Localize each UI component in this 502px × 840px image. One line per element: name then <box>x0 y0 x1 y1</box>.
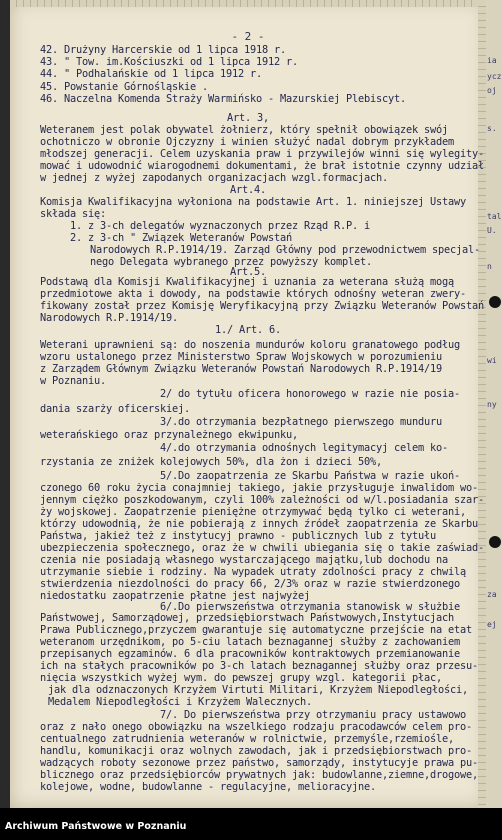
text-line: wzoru ustalonego przez Ministerstwo Spraw Wojskowych w porozumieniu <box>40 351 442 363</box>
text-line: 46. Naczelna Komenda Straży Warmińsko - Mazurskiej Plebiscyt. <box>40 93 406 105</box>
text-line: przedmiotowe akta i dowody, na podstawie których odnośny weteran zwery- <box>40 288 466 300</box>
text-line: 42. Drużyny Harcerskie od 1 lipca 1918 r. <box>40 44 286 56</box>
text-line: młodszej generacji. Celem uzyskania praw i przywilejów winni się wylegity- <box>40 148 484 160</box>
archive-label: Archiwum Państwowe w Poznaniu <box>5 821 187 832</box>
text-line: handlu, komunikacji oraz wolnych zawodach, jak i przedsiębiorstwach pro- <box>40 745 472 757</box>
text-line: dania szarży oficerskiej. <box>40 403 190 415</box>
neighbor-fragment: wi <box>487 356 497 365</box>
text-line: 43. " Tow. im.Kościuszki od 1 lipca 1912 r. <box>40 56 298 68</box>
text-line: utrzymanie siebie i rodziny. Na wypadek utraty zdolności pracy z chwilą <box>40 566 466 578</box>
text-line: 7/. Do pierwszeństwa przy otrzymaniu pracy ustawowo <box>160 709 466 721</box>
text-line: w jednej z wyżej zapodanych organizacjach wzgl.formacjach. <box>40 172 388 184</box>
text-line: Art. 3, <box>227 112 269 124</box>
text-line: Weteranem jest polak obywatel żołnierz, który spełnił obowiązek swój <box>40 124 448 136</box>
neighbor-fragment: za <box>487 590 497 599</box>
text-line: Narodowych R.P.1914/19. <box>40 312 178 324</box>
text-line: Komisja Kwalifikacyjna wyłoniona na podstawie Art. 1. niniejszej Ustawy <box>40 196 466 208</box>
neighbor-fragment: n <box>487 262 492 271</box>
neighbor-fragment: oj <box>487 86 497 95</box>
text-line: niedostatku zaopatrzenie płatne jest najwyżej <box>40 590 310 602</box>
text-line: fikowany został przez Komisję Weryfikacyjną przy Związku Weteranów Powstań <box>40 300 484 312</box>
text-line: przepisanych egzaminów. 6 dla pracowników kontraktowych przemianowanie <box>40 648 460 660</box>
text-line: Państwowej, Samorządowej, przedsiębiorstwach Państwowych,Instytucjach <box>40 612 454 624</box>
text-line: Podstawą dla Komisji Kwalifikacyjnej i uznania za weterana służą mogą <box>40 276 454 288</box>
neighbor-fragment: ia <box>487 56 497 65</box>
text-line: 2/ do tytułu oficera honorowego w razie nie posia- <box>160 388 460 400</box>
text-line: rzystania ze zniżek kolejowych 50%, dla żon i dzieci 50%, <box>40 456 382 468</box>
text-line: w Poznaniu. <box>40 375 106 387</box>
text-line: Art.4. <box>230 184 266 196</box>
text-line: Weterani uprawnieni są: do noszenia mundurów koloru granatowego podług <box>40 339 460 351</box>
text-line: 1. z 3-ch delegatów wyznaczonych przez Rząd R.P. i <box>70 220 370 232</box>
text-line: Państwa, jakież też z instytucyj prawno - publicznych lub z tytułu <box>40 530 436 542</box>
text-line: ubezpieczenia społecznego, oraz że w chwili ubiegania się o takie zaświad- <box>40 542 484 554</box>
text-line: mować i udowodnić wiarogodnemi dokumentami, że brał istotnie czynny udział <box>40 160 484 172</box>
text-line: czonego 60 roku życia conajmniej takiego, jakie przysługuje inwalidom wo- <box>40 482 478 494</box>
text-line: stwierdzenia niezdolności do pracy 66, 2/3% oraz w razie stwierdzonego <box>40 578 460 590</box>
neighbor-fragment: ny <box>487 400 497 409</box>
text-line: weteranom urzędnikom, po 5-ciu latach beznagannej służby z zachowaniem <box>40 636 460 648</box>
text-line: Medalem Niepodległości i Krzyżem Walecznych. <box>48 696 312 708</box>
archive-footer <box>0 808 502 840</box>
text-line: jak dla odznaczonych Krzyżem Virtuti Militari, Krzyżem Niepodległości, <box>48 684 468 696</box>
neighbor-fragment: s. <box>487 124 497 133</box>
text-line: ży wojskowej. Zaopatrzenie pieniężne otrzymywać będą tylko ci weterani, <box>40 506 466 518</box>
page-number: - 2 - <box>231 30 265 43</box>
neighbor-fragment: ej <box>487 620 497 629</box>
neighbor-fragment: tal <box>487 212 502 221</box>
text-line: składa się: <box>40 208 106 220</box>
text-line: weterańskiego oraz przynależnego ekwipunku, <box>40 429 298 441</box>
text-line: 44. " Podhalańskie od 1 lipca 1912 r. <box>40 68 262 80</box>
text-line: czenia nie posiadają własnego wystarczającego majątku,lub dochodu na <box>40 554 448 566</box>
text-line: ochotniczo w obronie Ojczyzny i winien służyć nadal dobrym przykładem <box>40 136 454 148</box>
text-line: centualnego zatrudnienia weteranów w rolnictwie, przemyśle,rzemiośle, <box>40 733 454 745</box>
text-line: Prawa Publicznego,przyczem gwarantuje się automatyczne przejście na etat <box>40 624 472 636</box>
text-line: blicznego oraz przedsiębiorców prywatnych jak: budowlanne,ziemne,drogowe, <box>40 769 478 781</box>
text-line: z Zarządem Głównym Związku Weteranów Powstań Narodowych R.P.1914/19 <box>40 363 442 375</box>
punch-hole-lower <box>489 536 501 548</box>
text-line: 3/.do otrzymania bezpłatnego pierwszego munduru <box>160 416 442 428</box>
document-page <box>10 0 486 808</box>
text-line: Narodowych R.P.1914/19. Zarząd Główny pod przewodnictwem specjal- <box>90 244 480 256</box>
text-line: wadzących roboty sezonowe przez państwo, samorządy, instytucyje prawa pu- <box>40 757 478 769</box>
text-line: ich na stałych pracowników po 3-ch latach beznagannej służby oraz przesu- <box>40 660 478 672</box>
text-line: jennym ciężko poszkodowanym, czyli 100% zależności od w/l.posiadania szar- <box>40 494 484 506</box>
text-line: kolejowe, wodne, budowlanne - regulacyjne, melioracyjne. <box>40 781 376 793</box>
top-ruler <box>10 0 486 7</box>
text-line: 6/.Do pierwszeństwa otrzymania stanowisk w służbie <box>160 601 460 613</box>
text-line: 2. z 3-ch " Związek Weteranów Powstań <box>70 232 292 244</box>
text-line: nego Delegata wybranego przez powyższy komplet. <box>90 256 372 268</box>
punch-hole-upper <box>489 296 501 308</box>
text-line: 45. Powstanie Górnośląskie . <box>40 81 208 93</box>
text-line: oraz z nało onego obowiązku na wszelkiego rodzaju pracodawców celem pro- <box>40 721 472 733</box>
text-line: nięcia wszystkich wyżej wym. do pewszej grupy wzgl. kategorii płac, <box>40 672 442 684</box>
neighbor-page-strip <box>486 0 502 808</box>
neighbor-fragment: ycz <box>487 72 502 81</box>
neighbor-fragment: U. <box>487 226 497 235</box>
text-line: 5/.Do zaopatrzenia ze Skarbu Państwa w razie ukoń- <box>160 470 460 482</box>
text-line: którzy udowodnią, że nie pobierają z innych źródeł zaopatrzenia ze Skarbu <box>40 518 478 530</box>
text-line: 1./ Art. 6. <box>215 324 281 336</box>
text-line: Art.5. <box>230 266 266 278</box>
text-line: 4/.do otrzymania odnośnych legitymacyj celem ko- <box>160 442 448 454</box>
